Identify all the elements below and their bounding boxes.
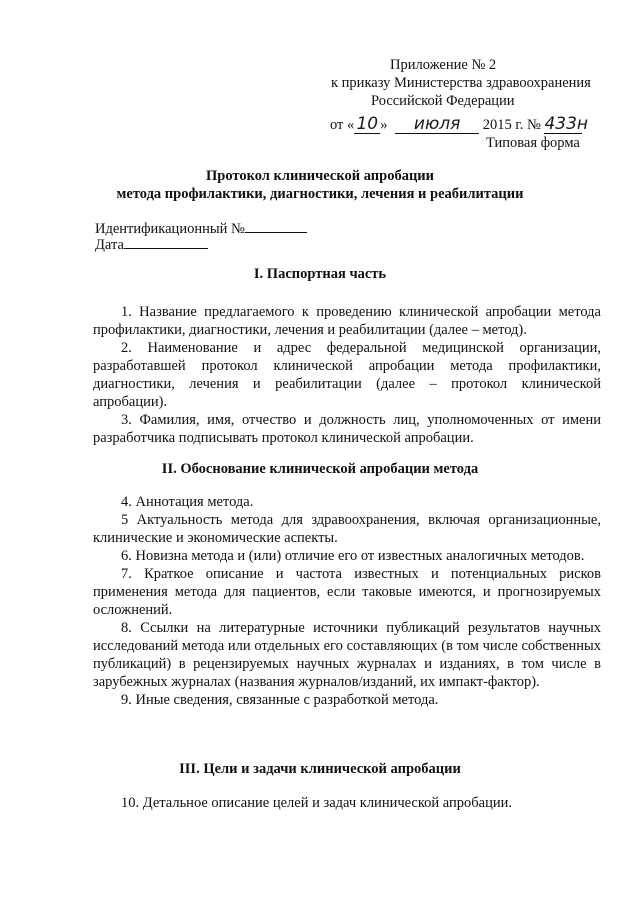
- item-4: 4. Аннотация метода.: [121, 494, 254, 510]
- order-line: к приказу Министерства здравоохранения: [331, 75, 591, 91]
- section-1-body: [93, 303, 601, 447]
- date-field: [95, 234, 208, 254]
- item-2: 2. Наименование и адрес федеральной медицинской организации, разработавшей протокол клинической апробации метода профилактики, диагностики, лечения и реабилитации (далее – протокол клинической апробации).: [93, 340, 601, 410]
- order-number: 433н: [544, 114, 588, 134]
- date-mid: »: [380, 117, 388, 133]
- federation-line: Российской Федерации: [371, 93, 515, 109]
- date-year: 2015 г. №: [482, 117, 541, 133]
- section-2-heading: II. Обоснование клинической апробации метода: [161, 461, 479, 477]
- section-2-body: [93, 493, 601, 709]
- item-8: 8. Ссылки на литературные источники публикаций результатов научных исследований метода или отдельных его составляющих (в том числе собственных публикаций) в рецензируемых научных журналах и изданиях, в том числе в зарубежных журналах (названия журналов/изданий, их импакт-фактор).: [93, 620, 601, 690]
- item-9: 9. Иные сведения, связанные с разработкой метода.: [121, 692, 439, 708]
- section-3-body: [93, 794, 601, 812]
- section-3-heading: III. Цели и задачи клинической апробации: [179, 761, 461, 777]
- item-3: 3. Фамилия, имя, отчество и должность лиц, уполномоченных от имени разработчика подписывать протокол клинической апробации.: [93, 412, 601, 446]
- protocol-title-line1: Протокол клинической апробации: [205, 168, 435, 184]
- order-date-line: [330, 114, 588, 134]
- id-blank: [245, 218, 307, 233]
- form-type: Типовая форма: [486, 135, 580, 151]
- date-blank: [124, 234, 208, 249]
- item-1: 1. Название предлагаемого к проведению клинической апробации метода профилактики, диагностики, лечения и реабилитации (далее – метод).: [93, 304, 601, 338]
- item-7: 7. Краткое описание и частота известных и потенциальных рисков применения метода для пациентов, если таковые имеются, и прогнозируемых осложнений.: [93, 566, 601, 618]
- date-month: июля: [395, 116, 479, 134]
- item-6: 6. Новизна метода и (или) отличие его от известных аналогичных методов.: [121, 548, 585, 564]
- date-label: Дата: [95, 237, 124, 253]
- section-1-heading: I. Паспортная часть: [253, 266, 387, 282]
- date-day: 10: [354, 116, 380, 134]
- appendix-label: Приложение № 2: [390, 57, 497, 73]
- item-5: 5 Актуальность метода для здравоохранения, включая организационные, клинические и экономические аспекты.: [93, 512, 601, 546]
- item-10: 10. Детальное описание целей и задач клинической апробации.: [121, 795, 513, 811]
- protocol-title-line2: метода профилактики, диагностики, лечения и реабилитации: [116, 186, 524, 202]
- date-prefix: от «: [330, 117, 355, 133]
- id-label: Идентификационный №: [95, 221, 245, 237]
